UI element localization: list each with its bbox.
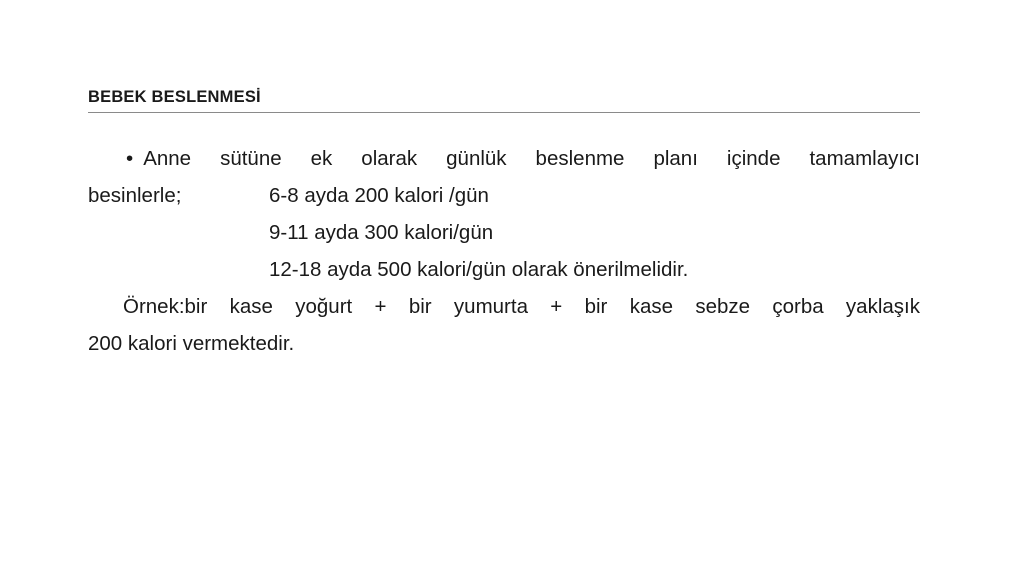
- bullet-intro-line: [88, 140, 920, 177]
- page-header: [88, 88, 920, 113]
- example-line-2: 200 kalori vermektedir.: [88, 332, 295, 355]
- bullet-icon: •: [126, 147, 134, 170]
- document-body: [88, 140, 920, 362]
- list-row-3: [88, 251, 920, 288]
- list-item: 6-8 ayda 200 kalori /gün: [269, 184, 489, 207]
- list-label: besinlerle;: [88, 184, 182, 207]
- list-row-1: [88, 177, 920, 214]
- section-title: BEBEK BESLENMESİ: [88, 88, 261, 106]
- list-item: 9-11 ayda 300 kalori/gün: [269, 221, 494, 244]
- list-item: 12-18 ayda 500 kalori/gün olarak önerilmelidir.: [269, 258, 689, 281]
- intro-text: Anne sütüne ek olarak günlük beslenme planı içinde tamamlayıcı: [143, 147, 920, 170]
- example-line-1: Örnek:bir kase yoğurt + bir yumurta + bir kase sebze çorba yaklaşık: [123, 295, 920, 318]
- list-row-2: [88, 214, 920, 251]
